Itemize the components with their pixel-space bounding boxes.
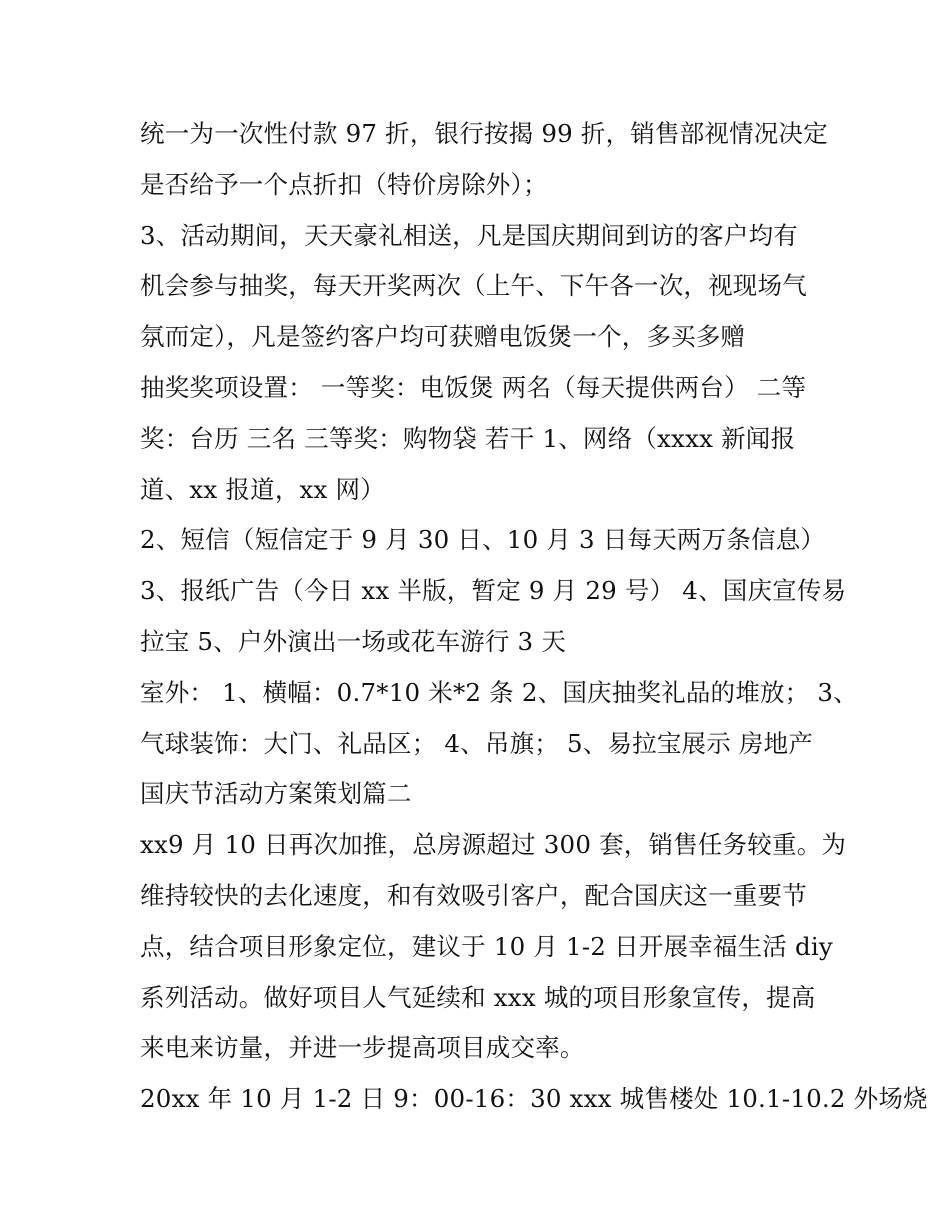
text-line: 点，结合项目形象定位，建议于 10 月 1-2 日开展幸福生活 diy <box>140 931 833 961</box>
text-line: 2、短信（短信定于 9 月 30 日、10 月 3 日每天两万条信息） <box>140 525 826 555</box>
text-line: 3、报纸广告（今日 xx 半版，暂定 9 月 29 号） 4、国庆宣传易 <box>140 576 847 606</box>
text-line: 抽奖奖项设置： 一等奖：电饭煲 两名（每天提供两台） 二等 <box>140 372 807 402</box>
text-line: 机会参与抽奖，每天开奖两次（上午、下午各一次，视现场气 <box>140 271 807 301</box>
text-line: 来电来访量，并进一步提高项目成交率。 <box>140 1033 585 1063</box>
text-line: 20xx 年 10 月 1-2 日 9：00-16：30 xxx 城售楼处 10.1-10.2 外场烧 <box>140 1084 928 1114</box>
text-line: 气球装饰：大门、礼品区； 4、吊旗； 5、易拉宝展示 房地产 <box>140 728 814 758</box>
document-body <box>140 109 928 1125</box>
text-line: 奖：台历 三名 三等奖：购物袋 若干 1、网络（xxxx 新闻报 <box>140 423 796 453</box>
text-line: 氛而定），凡是签约客户均可获赠电饭煲一个，多买多赠 <box>140 322 746 352</box>
text-line: 道、xx 报道，xx 网） <box>140 474 385 504</box>
section-heading: 国庆节活动方案策划篇二 <box>140 779 412 809</box>
text-line: xx9 月 10 日再次加推，总房源超过 300 套，销售任务较重。为 <box>140 830 847 860</box>
text-line: 统一为一次性付款 97 折，银行按揭 99 折，销售部视情况决定 <box>140 119 828 148</box>
text-line: 是否给予一个点折扣（特价房除外）； <box>140 169 548 199</box>
text-line: 室外： 1、横幅：0.7*10 米*2 条 2、国庆抽奖礼品的堆放； 3、 <box>140 677 858 707</box>
text-line: 3、活动期间，天天豪礼相送，凡是国庆期间到访的客户均有 <box>140 220 798 250</box>
text-line: 维持较快的去化速度，和有效吸引客户，配合国庆这一重要节 <box>140 880 807 910</box>
text-line: 系列活动。做好项目人气延续和 xxx 城的项目形象宣传，提高 <box>140 982 816 1012</box>
text-line: 拉宝 5、户外演出一场或花车游行 3 天 <box>140 626 567 656</box>
